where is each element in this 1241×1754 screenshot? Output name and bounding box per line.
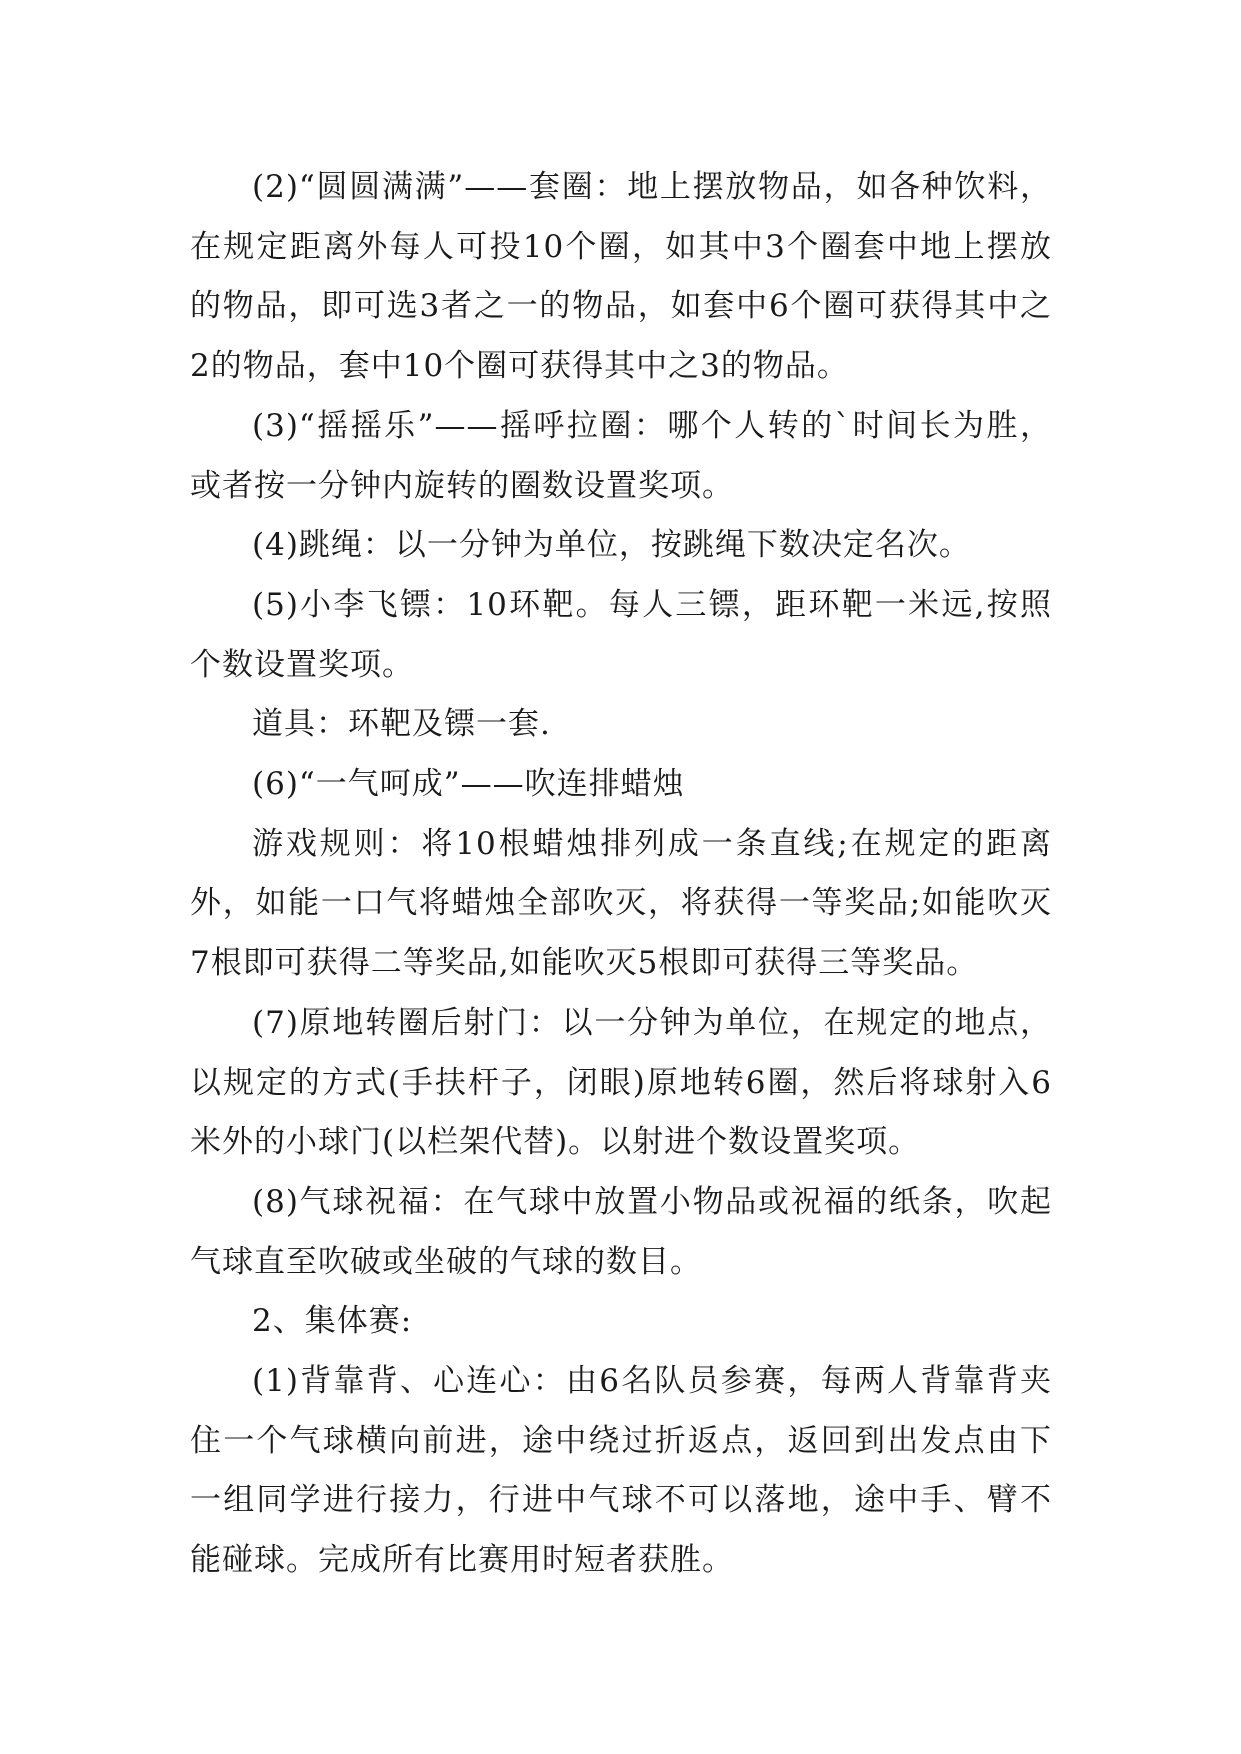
paragraph-jump-rope: (4)跳绳：以一分钟为单位，按跳绳下数决定名次。 — [252, 527, 971, 564]
paragraph-back-to-back: (1)背靠背、心连心：由6名队员参赛，每两人背靠背夹住一个气球横向前进，途中绕过折返点，返回到出发点由下一组同学进行接力，行进中气球不可以落地，途中手、臂不能碰球。完成所有比赛用时短者获胜。 — [190, 1363, 1052, 1579]
paragraph-props: 道具：环靶及镖一套. — [252, 706, 551, 743]
paragraph-darts: (5)小李飞镖：10环靶。每人三镖，距环靶一米远,按照个数设置奖项。 — [190, 586, 1052, 683]
document-body — [190, 158, 1052, 1591]
paragraph-ring-toss: (2)“圆圆满满”——套圈：地上摆放物品，如各种饮料，在规定距离外每人可投10个圈，如其中3个圈套中地上摆放的物品，即可选3者之一的物品，如套中6个圈可获得其中之2的物品，套中10个圈可获得其中之3的物品。 — [190, 169, 1052, 385]
section-heading-team-events: 2、集体赛: — [252, 1303, 413, 1340]
paragraph-balloon-blessing: (8)气球祝福：在气球中放置小物品或祝福的纸条，吹起气球直至吹破或坐破的气球的数目。 — [190, 1183, 1052, 1280]
paragraph-candles-rules: 游戏规则：将10根蜡烛排列成一条直线;在规定的距离外，如能一口气将蜡烛全部吹灭，将获得一等奖品;如能吹灭7根即可获得二等奖品,如能吹灭5根即可获得三等奖品。 — [190, 825, 1052, 982]
paragraph-candles-title: (6)“一气呵成”——吹连排蜡烛 — [252, 766, 685, 803]
paragraph-spin-shoot: (7)原地转圈后射门：以一分钟为单位，在规定的地点，以规定的方式(手扶杆子，闭眼)原地转6圈，然后将球射入6米外的小球门(以栏架代替)。以射进个数设置奖项。 — [190, 1004, 1052, 1161]
paragraph-hula-hoop: (3)“摇摇乐”——摇呼拉圈：哪个人转的`时间长为胜，或者按一分钟内旋转的圈数设置奖项。 — [190, 407, 1052, 504]
